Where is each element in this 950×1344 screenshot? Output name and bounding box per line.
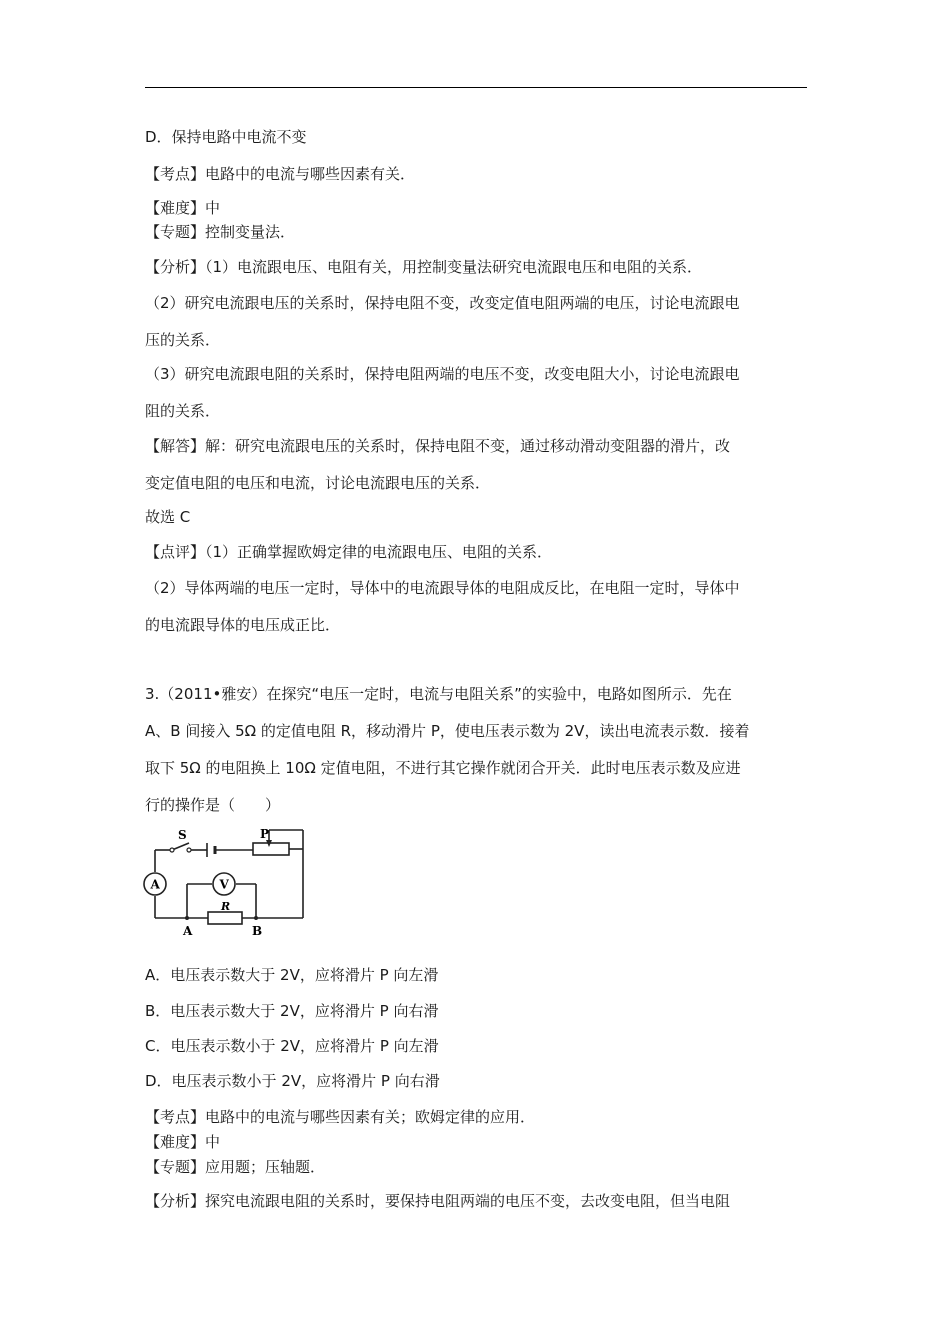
q3-zhuanti: 【专题】应用题；压轴题． (145, 1158, 326, 1176)
q3-stem-line: 取下 5Ω 的电阻换上 10Ω 定值电阻，不进行其它操作就闭合开关．此时电压表示数及应进 (145, 759, 741, 777)
q3-option-a: A．电压表示数大于 2V，应将滑片 P 向左滑 (145, 966, 439, 984)
resistor-label: R (221, 900, 231, 913)
q2-dianping-line: （2）导体两端的电压一定时，导体中的电流跟导体的电阻成反比，在电阻一定时，导体中 (145, 579, 740, 597)
q2-answer: 故选 C (145, 508, 191, 526)
voltmeter-label: V (219, 877, 229, 892)
q2-fenxi-line: （3）研究电流跟电阻的关系时，保持电阻两端的电压不变，改变电阻大小，讨论电流跟电 (145, 365, 740, 383)
switch-label: S (178, 828, 187, 842)
q2-option-d: D．保持电路中电流不变 (145, 128, 307, 146)
slider-label: P (260, 827, 270, 841)
q2-kaodian: 【考点】电路中的电流与哪些因素有关． (145, 165, 416, 183)
node-a-label: A (183, 924, 193, 938)
q2-nandu: 【难度】中 (145, 199, 221, 217)
q2-dianping-line: 【点评】（1）正确掌握欧姆定律的电流跟电压、电阻的关系． (145, 543, 553, 561)
q2-fenxi-line: 阻的关系． (145, 402, 221, 420)
q3-stem-line: 行的操作是（ ） (145, 796, 281, 814)
header-rule (145, 87, 807, 88)
circuit-diagram (143, 826, 313, 938)
q3-option-d: D．电压表示数小于 2V，应将滑片 P 向右滑 (145, 1072, 440, 1090)
q2-jieda-line: 【解答】解：研究电流跟电压的关系时，保持电阻不变，通过移动滑动变阻器的滑片，改 (145, 437, 731, 455)
q2-fenxi-line: 【分析】（1）电流跟电压、电阻有关，用控制变量法研究电流跟电压和电阻的关系． (145, 258, 703, 276)
q3-kaodian: 【考点】电路中的电流与哪些因素有关；欧姆定律的应用． (145, 1108, 536, 1126)
q2-dianping-line: 的电流跟导体的电压成正比． (145, 616, 341, 634)
q3-nandu: 【难度】中 (145, 1133, 221, 1151)
q3-option-c: C．电压表示数小于 2V，应将滑片 P 向左滑 (145, 1037, 439, 1055)
q2-zhuanti: 【专题】控制变量法． (145, 223, 296, 241)
q3-fenxi: 【分析】探究电流跟电阻的关系时，要保持电阻两端的电压不变，去改变电阻，但当电阻 (145, 1192, 731, 1210)
q3-stem-line: A、B 间接入 5Ω 的定值电阻 R，移动滑片 P，使电压表示数为 2V，读出电流表示数．接着 (145, 722, 750, 740)
q3-option-b: B．电压表示数大于 2V，应将滑片 P 向右滑 (145, 1002, 439, 1020)
q2-jieda-line: 变定值电阻的电压和电流，讨论电流跟电压的关系． (145, 474, 491, 492)
q2-fenxi-line: 压的关系． (145, 331, 221, 349)
node-b-label: B (252, 924, 263, 938)
q2-fenxi-line: （2）研究电流跟电压的关系时，保持电阻不变，改变定值电阻两端的电压，讨论电流跟电 (145, 294, 740, 312)
q3-stem-line: 3.（2011•雅安）在探究“电压一定时，电流与电阻关系”的实验中，电路如图所示．先在 (145, 685, 732, 703)
ammeter-label: A (150, 877, 160, 892)
